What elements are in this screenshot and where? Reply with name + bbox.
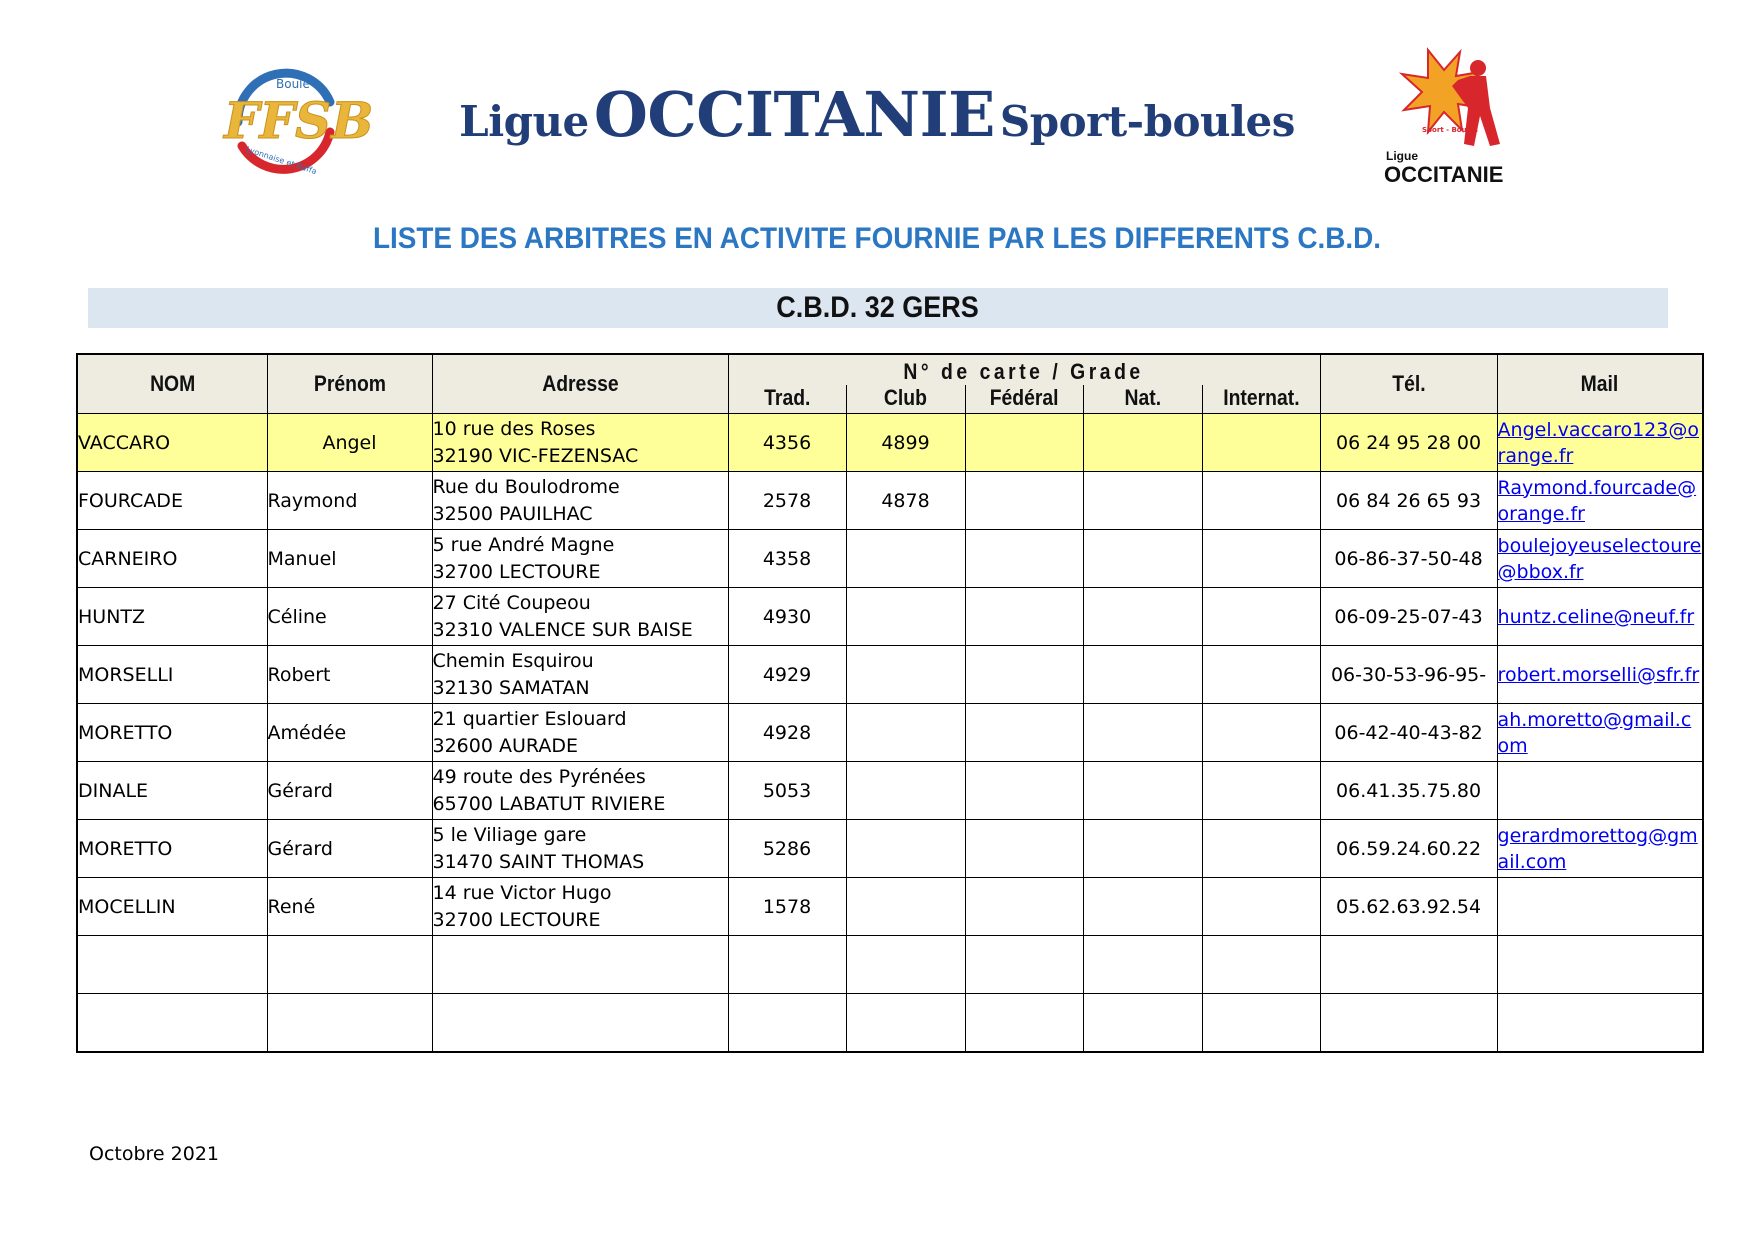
cell-nom: MORETTO bbox=[77, 704, 267, 762]
address-line1: 27 Cité Coupeou bbox=[432, 591, 591, 614]
cell-internat bbox=[1202, 878, 1320, 936]
cell-mail bbox=[1497, 762, 1703, 820]
cell-internat bbox=[1202, 936, 1320, 994]
cell-adresse bbox=[432, 472, 728, 530]
cell-tel: 06 24 95 28 00 bbox=[1320, 414, 1497, 472]
cell-tel: 06-42-40-43-82 bbox=[1320, 704, 1497, 762]
cell-nom: MORSELLI bbox=[77, 646, 267, 704]
cell-internat bbox=[1202, 994, 1320, 1053]
table-row bbox=[77, 588, 1703, 646]
cell-trad bbox=[728, 994, 846, 1053]
email-link[interactable]: gerardmorettog@gmail.com bbox=[1497, 824, 1698, 873]
cell-nat bbox=[1083, 820, 1202, 878]
cell-adresse bbox=[432, 936, 728, 994]
cell-nat bbox=[1083, 878, 1202, 936]
cell-mail bbox=[1497, 414, 1703, 472]
cell-adresse bbox=[432, 994, 728, 1053]
cell-federal bbox=[965, 762, 1083, 820]
address-line2: 32130 SAMATAN bbox=[432, 676, 590, 699]
header-club: Club bbox=[846, 385, 965, 414]
section-title: C.B.D. 32 GERS bbox=[776, 291, 980, 324]
cell-prenom: Manuel bbox=[267, 530, 432, 588]
cell-adresse bbox=[432, 820, 728, 878]
address-line1: Rue du Boulodrome bbox=[432, 475, 620, 498]
cell-trad: 5053 bbox=[728, 762, 846, 820]
cell-club bbox=[846, 762, 965, 820]
cell-club bbox=[846, 704, 965, 762]
logo-right-banner-text: Sport - Boules bbox=[1422, 126, 1478, 134]
cell-tel: 06.59.24.60.22 bbox=[1320, 820, 1497, 878]
logo-left-top-text: Boule bbox=[276, 77, 310, 91]
ligue-occitanie-logo bbox=[1382, 46, 1510, 194]
cell-federal bbox=[965, 414, 1083, 472]
address-line2: 32500 PAUILHAC bbox=[432, 502, 593, 525]
cell-internat bbox=[1202, 472, 1320, 530]
cell-prenom: Gérard bbox=[267, 762, 432, 820]
cell-club bbox=[846, 646, 965, 704]
cell-prenom: Céline bbox=[267, 588, 432, 646]
cell-federal bbox=[965, 646, 1083, 704]
cell-club bbox=[846, 820, 965, 878]
address-line2: 65700 LABATUT RIVIERE bbox=[432, 792, 666, 815]
header-trad: Trad. bbox=[728, 385, 846, 414]
cell-mail bbox=[1497, 936, 1703, 994]
address-line1: 5 rue André Magne bbox=[432, 533, 615, 556]
cell-tel: 06-30-53-96-95- bbox=[1320, 646, 1497, 704]
logo-right-main-text: OCCITANIE bbox=[1384, 162, 1504, 187]
email-link[interactable]: Angel.vaccaro123@orange.fr bbox=[1497, 418, 1699, 467]
cell-prenom: Angel bbox=[267, 414, 432, 472]
table-row bbox=[77, 994, 1703, 1053]
cell-internat bbox=[1202, 704, 1320, 762]
cell-federal bbox=[965, 704, 1083, 762]
header-nom: NOM bbox=[77, 354, 267, 414]
cell-internat bbox=[1202, 762, 1320, 820]
header-tel: Tél. bbox=[1320, 354, 1497, 414]
title-occitanie: OCCITANIE bbox=[593, 78, 995, 151]
section-band bbox=[88, 288, 1668, 328]
cell-internat bbox=[1202, 820, 1320, 878]
table-row bbox=[77, 414, 1703, 472]
header-carte-grade: N° de carte / Grade bbox=[728, 354, 1320, 385]
cell-mail bbox=[1497, 878, 1703, 936]
cell-prenom: Gérard bbox=[267, 820, 432, 878]
cell-prenom bbox=[267, 994, 432, 1053]
cell-tel: 06 84 26 65 93 bbox=[1320, 472, 1497, 530]
address-line1: 14 rue Victor Hugo bbox=[432, 881, 612, 904]
cell-trad: 1578 bbox=[728, 878, 846, 936]
logo-right-small-text: Ligue bbox=[1386, 149, 1418, 163]
cell-adresse bbox=[432, 588, 728, 646]
address-line1: Chemin Esquirou bbox=[432, 649, 594, 672]
cell-federal bbox=[965, 936, 1083, 994]
cell-club bbox=[846, 878, 965, 936]
cell-nat bbox=[1083, 588, 1202, 646]
email-link[interactable]: ah.moretto@gmail.com bbox=[1497, 708, 1692, 757]
header-mail: Mail bbox=[1497, 354, 1703, 414]
address-line2: 32310 VALENCE SUR BAISE bbox=[432, 618, 693, 641]
table-row bbox=[77, 646, 1703, 704]
cell-prenom: Amédée bbox=[267, 704, 432, 762]
arbitres-table bbox=[76, 353, 1704, 1053]
email-link[interactable]: huntz.celine@neuf.fr bbox=[1497, 605, 1695, 628]
cell-nat bbox=[1083, 472, 1202, 530]
cell-prenom bbox=[267, 936, 432, 994]
cell-nom: DINALE bbox=[77, 762, 267, 820]
title-ligue: Ligue bbox=[459, 97, 589, 146]
cell-federal bbox=[965, 530, 1083, 588]
cell-nom: HUNTZ bbox=[77, 588, 267, 646]
cell-nom: MORETTO bbox=[77, 820, 267, 878]
table-row bbox=[77, 878, 1703, 936]
cell-nat bbox=[1083, 530, 1202, 588]
cell-internat bbox=[1202, 414, 1320, 472]
cell-mail bbox=[1497, 820, 1703, 878]
cell-nat bbox=[1083, 762, 1202, 820]
cell-internat bbox=[1202, 530, 1320, 588]
title-sport-boules: Sport-boules bbox=[999, 97, 1295, 146]
cell-nat bbox=[1083, 646, 1202, 704]
table-row bbox=[77, 530, 1703, 588]
cell-adresse bbox=[432, 530, 728, 588]
cell-nom: MOCELLIN bbox=[77, 878, 267, 936]
list-subtitle: LISTE DES ARBITRES EN ACTIVITE FOURNIE PAR LES DIFFERENTS C.B.D. bbox=[372, 222, 1382, 255]
cell-nat bbox=[1083, 936, 1202, 994]
cell-nom: FOURCADE bbox=[77, 472, 267, 530]
cell-prenom: René bbox=[267, 878, 432, 936]
cell-trad: 4929 bbox=[728, 646, 846, 704]
table-row bbox=[77, 820, 1703, 878]
cell-nat bbox=[1083, 704, 1202, 762]
cell-mail bbox=[1497, 472, 1703, 530]
header-adresse: Adresse bbox=[432, 354, 728, 414]
cell-federal bbox=[965, 878, 1083, 936]
cell-nom: CARNEIRO bbox=[77, 530, 267, 588]
address-line1: 49 route des Pyrénées bbox=[432, 765, 646, 788]
address-line1: 21 quartier Eslouard bbox=[432, 707, 627, 730]
cell-trad: 5286 bbox=[728, 820, 846, 878]
cell-tel: 06-86-37-50-48 bbox=[1320, 530, 1497, 588]
logo-left-arc-text: Lyonnaise et Raffa bbox=[245, 144, 318, 177]
cell-club bbox=[846, 994, 965, 1053]
cell-adresse bbox=[432, 414, 728, 472]
cell-trad: 4358 bbox=[728, 530, 846, 588]
footer-date: Octobre 2021 bbox=[89, 1143, 220, 1165]
cell-federal bbox=[965, 994, 1083, 1053]
address-line2: 32700 LECTOURE bbox=[432, 908, 601, 931]
cell-trad: 4930 bbox=[728, 588, 846, 646]
cell-tel bbox=[1320, 936, 1497, 994]
cell-tel: 06-09-25-07-43 bbox=[1320, 588, 1497, 646]
address-line1: 5 le Viliage gare bbox=[432, 823, 587, 846]
cell-adresse bbox=[432, 704, 728, 762]
cell-trad: 2578 bbox=[728, 472, 846, 530]
email-link[interactable]: robert.morselli@sfr.fr bbox=[1497, 663, 1700, 686]
cell-club: 4878 bbox=[846, 472, 965, 530]
cell-federal bbox=[965, 820, 1083, 878]
cell-club bbox=[846, 530, 965, 588]
header-internat: Internat. bbox=[1202, 385, 1320, 414]
cell-nom bbox=[77, 994, 267, 1053]
address-line1: 10 rue des Roses bbox=[432, 417, 596, 440]
header-nat: Nat. bbox=[1083, 385, 1202, 414]
cell-club bbox=[846, 588, 965, 646]
table-row bbox=[77, 936, 1703, 994]
table-row bbox=[77, 704, 1703, 762]
cell-trad bbox=[728, 936, 846, 994]
table-row bbox=[77, 762, 1703, 820]
cell-internat bbox=[1202, 646, 1320, 704]
header-federal: Fédéral bbox=[965, 385, 1083, 414]
cell-nat bbox=[1083, 994, 1202, 1053]
cell-adresse bbox=[432, 878, 728, 936]
cell-nom: VACCARO bbox=[77, 414, 267, 472]
cell-prenom: Raymond bbox=[267, 472, 432, 530]
cell-federal bbox=[965, 588, 1083, 646]
email-link[interactable]: Raymond.fourcade@orange.fr bbox=[1497, 476, 1697, 525]
address-line2: 32600 AURADE bbox=[432, 734, 578, 757]
cell-trad: 4928 bbox=[728, 704, 846, 762]
cell-nom bbox=[77, 936, 267, 994]
cell-tel: 06.41.35.75.80 bbox=[1320, 762, 1497, 820]
cell-mail bbox=[1497, 994, 1703, 1053]
cell-adresse bbox=[432, 762, 728, 820]
cell-adresse bbox=[432, 646, 728, 704]
cell-mail bbox=[1497, 646, 1703, 704]
cell-mail bbox=[1497, 704, 1703, 762]
address-line2: 32700 LECTOURE bbox=[432, 560, 601, 583]
cell-nat bbox=[1083, 414, 1202, 472]
cell-club: 4899 bbox=[846, 414, 965, 472]
cell-federal bbox=[965, 472, 1083, 530]
cell-mail bbox=[1497, 530, 1703, 588]
cell-tel bbox=[1320, 994, 1497, 1053]
table-row bbox=[77, 472, 1703, 530]
address-line2: 32190 VIC-FEZENSAC bbox=[432, 444, 639, 467]
address-line2: 31470 SAINT THOMAS bbox=[432, 850, 645, 873]
cell-mail bbox=[1497, 588, 1703, 646]
cell-club bbox=[846, 936, 965, 994]
cell-tel: 05.62.63.92.54 bbox=[1320, 878, 1497, 936]
email-link[interactable]: boulejoyeuselectoure@bbox.fr bbox=[1497, 534, 1702, 583]
cell-prenom: Robert bbox=[267, 646, 432, 704]
cell-internat bbox=[1202, 588, 1320, 646]
logo-left-main-text: FFSB bbox=[224, 91, 374, 150]
cell-trad: 4356 bbox=[728, 414, 846, 472]
header-prenom: Prénom bbox=[267, 354, 432, 414]
